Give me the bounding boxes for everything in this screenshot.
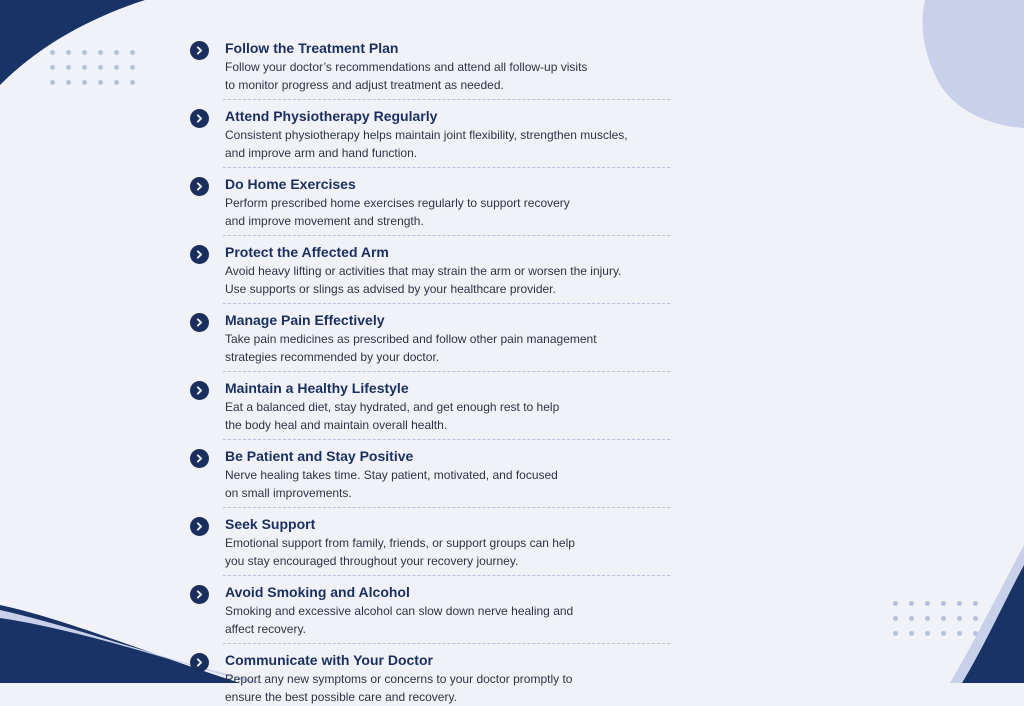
chevron-right-icon xyxy=(190,109,209,128)
item-description: Take pain medicines as prescribed and follow other pain management strategies recommended by your doctor. xyxy=(225,332,597,364)
chevron-right-icon xyxy=(190,41,209,60)
item-title: Maintain a Healthy Lifestyle xyxy=(225,380,409,396)
item-description: Perform prescribed home exercises regularly to support recovery and improve movement and strength. xyxy=(225,196,570,228)
decorative-dot xyxy=(66,50,71,55)
list-item xyxy=(190,448,670,508)
decorative-dot xyxy=(98,50,103,55)
item-title: Manage Pain Effectively xyxy=(225,312,385,328)
item-title: Do Home Exercises xyxy=(225,176,356,192)
item-title: Communicate with Your Doctor xyxy=(225,652,433,668)
dashed-divider xyxy=(223,167,670,168)
list-item xyxy=(190,584,670,644)
decorative-dot xyxy=(893,601,898,606)
decorative-dot xyxy=(66,65,71,70)
decorative-dot xyxy=(130,80,135,85)
list-item xyxy=(190,312,670,372)
chevron-right-icon xyxy=(190,177,209,196)
decorative-dot xyxy=(50,80,55,85)
decorative-dot xyxy=(973,631,978,636)
decorative-dot xyxy=(909,616,914,621)
decorative-dot xyxy=(941,631,946,636)
decorative-dot xyxy=(925,601,930,606)
decorative-dot xyxy=(893,631,898,636)
dashed-divider xyxy=(223,235,670,236)
item-description: Follow your doctor’s recommendations and attend all follow-up visits to monitor progress and adjust treatment as needed. xyxy=(225,60,588,92)
chevron-right-icon xyxy=(190,313,209,332)
item-title: Seek Support xyxy=(225,516,316,532)
item-description: Report any new symptoms or concerns to your doctor promptly to ensure the best possible care and recovery. xyxy=(225,672,573,704)
list-item xyxy=(190,108,670,168)
decorative-dot xyxy=(925,631,930,636)
item-title: Attend Physiotherapy Regularly xyxy=(225,108,438,124)
chevron-right-icon xyxy=(190,517,209,536)
item-title: Avoid Smoking and Alcohol xyxy=(225,584,410,600)
dashed-divider xyxy=(223,371,670,372)
chevron-right-icon xyxy=(190,381,209,400)
item-description: Nerve healing takes time. Stay patient, motivated, and focused on small improvements. xyxy=(225,468,558,500)
list-item xyxy=(190,652,670,706)
decorative-dot xyxy=(82,80,87,85)
decorative-dot xyxy=(98,65,103,70)
decorative-dot xyxy=(893,616,898,621)
chevron-right-icon xyxy=(190,245,209,264)
decorative-dot xyxy=(973,601,978,606)
list-item xyxy=(190,244,670,304)
decorative-dot xyxy=(98,80,103,85)
tips-list xyxy=(190,40,670,706)
list-item xyxy=(190,40,670,100)
decorative-dot xyxy=(973,616,978,621)
decorative-dot xyxy=(50,50,55,55)
decorative-dots-top-left xyxy=(50,50,136,85)
decorative-dot xyxy=(82,65,87,70)
decorative-dot xyxy=(82,50,87,55)
decorative-dot xyxy=(50,65,55,70)
dashed-divider xyxy=(223,643,670,644)
decorative-dot xyxy=(114,50,119,55)
list-item xyxy=(190,516,670,576)
dashed-divider xyxy=(223,99,670,100)
item-title: Be Patient and Stay Positive xyxy=(225,448,414,464)
decorative-dot xyxy=(909,631,914,636)
decorative-dots-bottom-right xyxy=(893,601,979,636)
decorative-dot xyxy=(957,601,962,606)
light-blob-top-right xyxy=(922,0,1024,128)
chevron-right-icon xyxy=(190,585,209,604)
item-description: Smoking and excessive alcohol can slow down nerve healing and affect recovery. xyxy=(225,604,574,636)
list-item xyxy=(190,176,670,236)
item-description: Consistent physiotherapy helps maintain joint flexibility, strengthen muscles, and improve arm and hand function. xyxy=(225,128,628,160)
list-item xyxy=(190,380,670,440)
decorative-dot xyxy=(66,80,71,85)
item-title: Follow the Treatment Plan xyxy=(225,40,399,56)
dashed-divider xyxy=(223,303,670,304)
item-description: Eat a balanced diet, stay hydrated, and get enough rest to help the body heal and maintain overall health. xyxy=(225,400,560,432)
chevron-right-icon xyxy=(190,449,209,468)
dashed-divider xyxy=(223,575,670,576)
item-description: Emotional support from family, friends, or support groups can help you stay encouraged throughout your recovery journey. xyxy=(225,536,575,568)
decorative-dot xyxy=(957,631,962,636)
dashed-divider xyxy=(223,439,670,440)
decorative-dot xyxy=(941,616,946,621)
decorative-dot xyxy=(130,50,135,55)
decorative-dot xyxy=(114,80,119,85)
decorative-dot xyxy=(957,616,962,621)
chevron-right-icon xyxy=(190,653,209,672)
item-title: Protect the Affected Arm xyxy=(225,244,389,260)
item-description: Avoid heavy lifting or activities that may strain the arm or worsen the injury. Use supports or slings as advised by your healthcare provider. xyxy=(225,264,622,296)
decorative-dot xyxy=(925,616,930,621)
decorative-dot xyxy=(130,65,135,70)
decorative-dot xyxy=(114,65,119,70)
decorative-dot xyxy=(941,601,946,606)
dashed-divider xyxy=(223,507,670,508)
decorative-dot xyxy=(909,601,914,606)
